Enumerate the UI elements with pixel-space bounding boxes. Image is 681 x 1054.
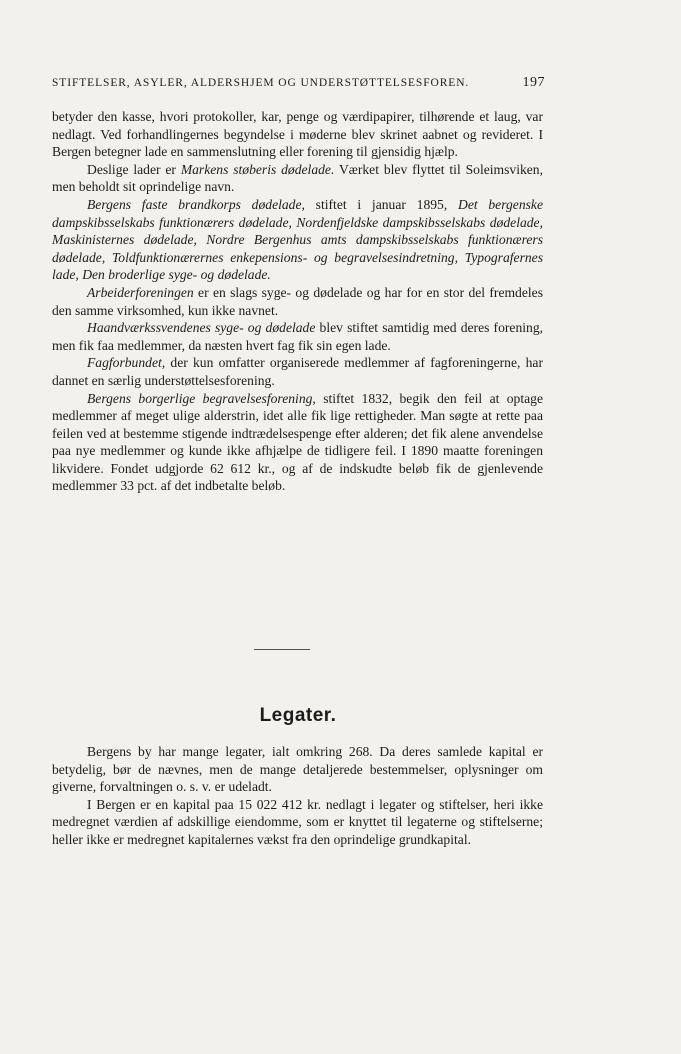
italic-name: Bergens faste brandkorps dødelade,: [87, 196, 305, 212]
paragraph: [52, 161, 543, 196]
section-body-text: [52, 743, 543, 849]
italic-name: Haandværkssvendenes syge- og dødelade: [87, 320, 316, 336]
text-run: er en slags syge- og dødelade og har for en stor del fremdeles den samme virksomhed, kun ikke navnet.: [52, 284, 543, 318]
italic-name: Arbeiderforeningen: [87, 284, 194, 300]
paragraph: I Bergen er en kapital paa 15 022 412 kr. nedlagt i legater og stiftelser, heri ikke medregnet værdien af adskillige eiendomme, som er knyttet til legaterne og stiftelserne; heller ikke er medregnet kapitalernes vækst fra den oprindelige grundkapital.: [52, 796, 543, 847]
page-number: 197: [522, 75, 545, 90]
running-title: STIFTELSER, ASYLER, ALDERSHJEM OG UNDERSTØTTELSESFOREN.: [52, 77, 470, 89]
section-title: Legater.: [259, 705, 337, 726]
text-run: stiftet i januar 1895,: [304, 196, 458, 212]
body-text: [52, 108, 543, 495]
italic-name: Det bergenske dampskibsselskabs funktionærers dødelade, Nordenfjeldske dampskibsselskabs dødelade, Maskinisternes dødelade, Nordre Bergenhus amts dampskibsselskabs funktionærers dødelade, Toldfunktionærernes enkepensions- og begravelsesindretning, Typografernes lade, Den broderlige syge- og dødelade.: [52, 196, 543, 283]
paragraph: [52, 284, 543, 319]
paragraph: Bergens by har mange legater, ialt omkring 268. Da deres samlede kapital er betydelig, bør de nævnes, men de mange detaljerede bestemmelser, oplysninger om giverne, forvaltningen o. s. v. er udeladt.: [52, 744, 543, 795]
text-run: stiftet 1832, begik den feil at optage medlemmer af meget ulige alderstrin, idet alle fik lige rettigheder. Man søgte at rette paa feilen ved at bestemme stigende indtrædelsespenge efter alderen; det fik alene anvendelse paa nye medlemmer og kunde ikke afhjælpe de tidligere feil. I 1890 maatte foreningen likvidere. Fondet udgjorde 62 612 kr., og af de indskudte beløb fik de gjenlevende medlemmer 33 pct. af det indbetalte beløb.: [52, 390, 543, 494]
text-run: Deslige lader er: [87, 161, 181, 177]
paragraph: [52, 390, 543, 496]
section-divider: [254, 649, 310, 650]
running-header: [52, 75, 545, 91]
italic-name: Bergens borgerlige begravelsesforening,: [87, 390, 316, 406]
paragraph: [52, 196, 543, 284]
text-run: blev stiftet samtidig med deres forening, men fik faa medlemmer, da næsten hvert fag fik sin egen lade.: [52, 320, 544, 353]
paragraph: [52, 354, 543, 389]
italic-name: Markens støberis dødelade.: [180, 161, 335, 177]
italic-name: Fagforbundet,: [87, 355, 166, 371]
text-run: Værket blev flyttet til Soleimsviken, men beholdt sit oprindelige navn.: [52, 161, 543, 195]
text-run: der kun omfatter organiserede medlemmer af fagforeningerne, har dannet en særlig understøttelsesforening.: [52, 355, 543, 388]
paragraph: [52, 319, 543, 354]
paragraph: betyder den kasse, hvori protokoller, kar, penge og værdipapirer, tilhørende et laug, var nedlagt. Ved forhandlingernes begyndelse i møderne blev skrinet aabnet og revideret. I Bergen betegner lade en sammenslutning eller forening til gjensidig hjælp.: [52, 109, 543, 160]
